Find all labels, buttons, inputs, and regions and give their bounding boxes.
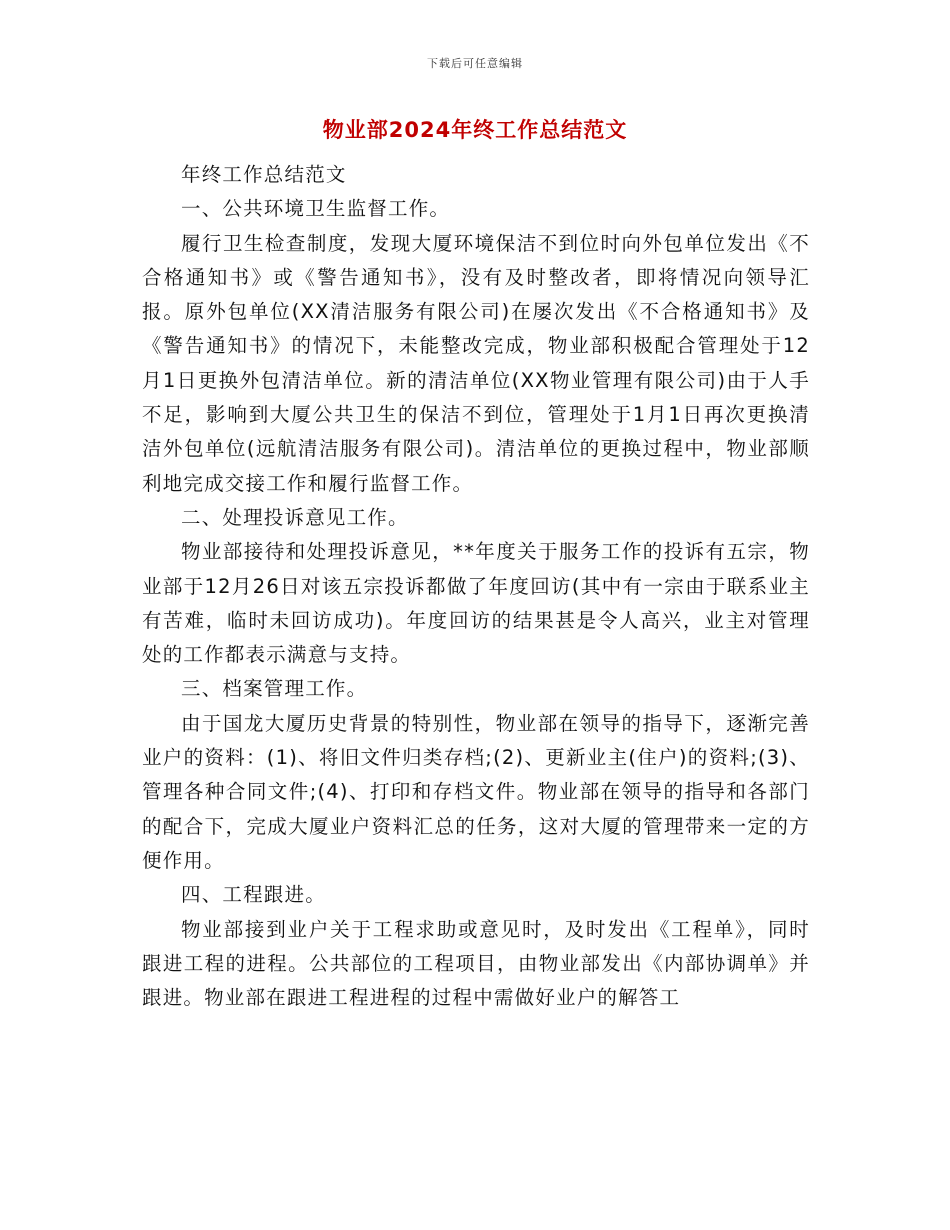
section-heading-3: 三、档案管理工作。 xyxy=(181,677,368,701)
section-paragraph-1: 履行卫生检查制度，发现大厦环境保洁不到位时向外包单位发出《不合格通知书》或《警告通知书》，没有及时整改者，即将情况向领导汇报。原外包单位(XX清洁服务有限公司)在屡次发出《不合格通知书》及《警告通知书》的情况下，未能整改完成，物业部积极配合管理处于12月1日更换外包清洁单位。新的清洁单位(XX物业管理有限公司)由于人手不足，影响到大厦公共卫生的保洁不到位，管理处于1月1日再次更换清洁外包单位(远航清洁服务有限公司)。清洁单位的更换过程中，物业部顺利地完成交接工作和履行监督工作。 xyxy=(142,231,810,495)
section-heading-4: 四、工程跟进。 xyxy=(181,883,326,907)
section-paragraph-2: 物业部接待和处理投诉意见，**年度关于服务工作的投诉有五宗，物业部于12月26日对该五宗投诉都做了年度回访(其中有一宗由于联系业主有苦难，临时未回访成功)。年度回访的结果甚是令人高兴，业主对管理处的工作都表示满意与支持。 xyxy=(142,540,810,667)
document-title: 物业部2024年终工作总结范文 xyxy=(322,118,628,142)
section-heading-2: 二、处理投诉意见工作。 xyxy=(181,505,409,529)
section-paragraph-3: 由于国龙大厦历史背景的特别性，物业部在领导的指导下，逐渐完善业户的资料：(1)、将旧文件归类存档;(2)、更新业主(住户)的资料;(3)、管理各种合同文件;(4)、打印和存档文件。物业部在领导的指导和各部门的配合下，完成大厦业户资料汇总的任务，这对大厦的管理带来一定的方便作用。 xyxy=(142,711,810,872)
section-paragraph-4: 物业部接到业户关于工程求助或意见时，及时发出《工程单》，同时跟进工程的进程。公共部位的工程项目，由物业部发出《内部协调单》并跟进。物业部在跟进工程进程的过程中需做好业户的解答工 xyxy=(142,917,810,1010)
intro-line: 年终工作总结范文 xyxy=(181,163,347,186)
document-body xyxy=(142,158,810,1015)
section-heading-1: 一、公共环境卫生监督工作。 xyxy=(181,197,451,221)
header-note: 下载后可任意编辑 xyxy=(427,57,523,70)
